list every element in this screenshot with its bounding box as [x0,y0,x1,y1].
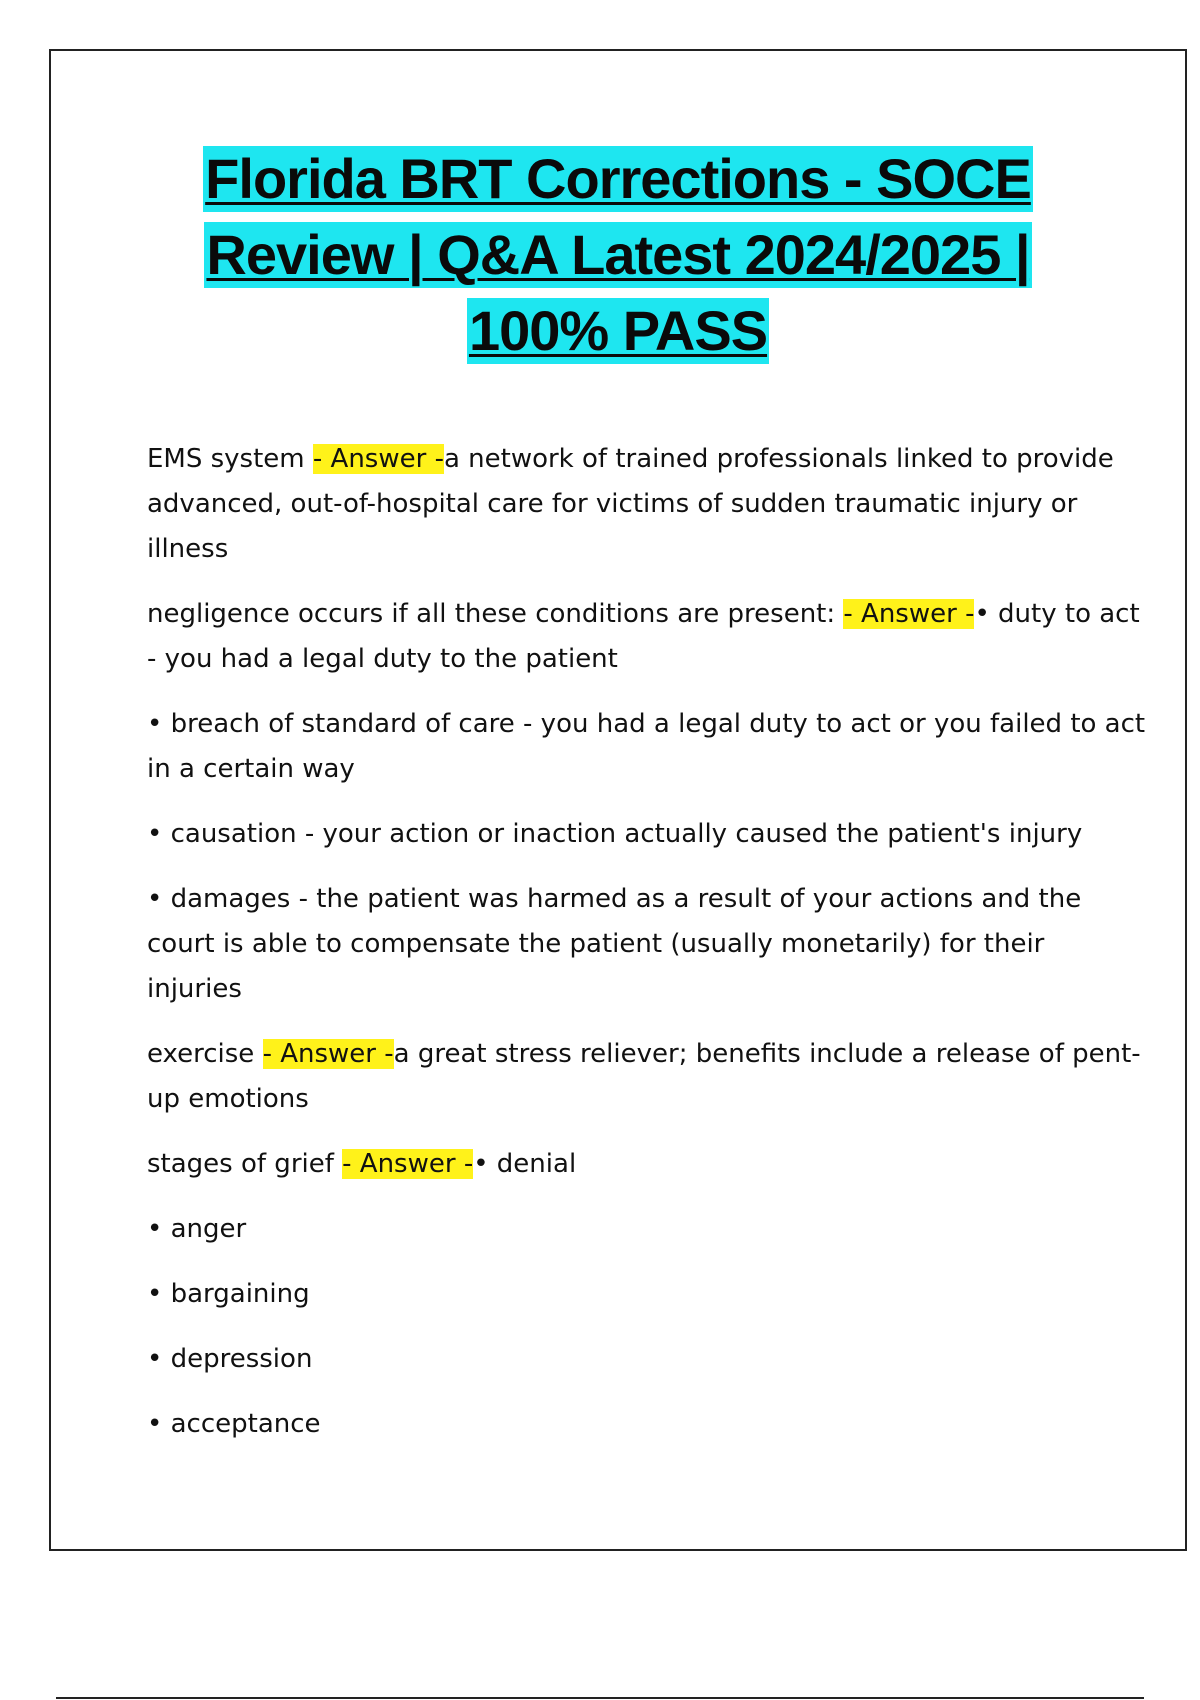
bullet-item: • anger [147,1214,247,1244]
document-page [49,49,1187,1551]
title-line-3: 100% PASS [468,299,768,362]
qa-content [147,437,1147,1467]
answer-marker: - Answer - [843,599,975,629]
answer-marker: - Answer - [262,1039,394,1069]
bullet-item: • acceptance [147,1409,321,1439]
question-text: EMS system [147,444,313,474]
answer-text: • duty to act - you had a legal duty to the patient [147,599,1140,674]
bullet-item: • bargaining [147,1279,310,1309]
answer-text: a network of trained professionals linked to provide advanced, out-of-hospital care for victims of sudden traumatic injury or illness [147,444,1114,564]
bullet-item: • causation - your action or inaction actually caused the patient's injury [147,819,1083,849]
title-line-2: Review | Q&A Latest 2024/2025 | [206,223,1030,286]
qa-entry-negligence [147,592,1147,682]
answer-marker: - Answer - [342,1149,474,1179]
question-text: negligence occurs if all these conditions are present: [147,599,844,629]
answer-text: a great stress reliever; benefits include a release of pent-up emotions [147,1039,1141,1114]
question-text: exercise [147,1039,263,1069]
bottom-divider [56,1697,1144,1699]
bullet-item: • breach of standard of care - you had a legal duty to act or you failed to act in a certain way [147,709,1146,784]
answer-marker: - Answer - [312,444,444,474]
bullet-item: • damages - the patient was harmed as a result of your actions and the court is able to compensate the patient (usually monetarily) for their injuries [147,884,1082,1004]
title-line-1: Florida BRT Corrections - SOCE [205,147,1031,210]
question-text: stages of grief [147,1149,343,1179]
qa-entry-ems [147,437,1147,572]
qa-entry-exercise [147,1032,1147,1122]
document-title [51,146,1185,374]
qa-entry-grief [147,1142,1147,1187]
answer-text: • denial [473,1149,577,1179]
bullet-item: • depression [147,1344,313,1374]
